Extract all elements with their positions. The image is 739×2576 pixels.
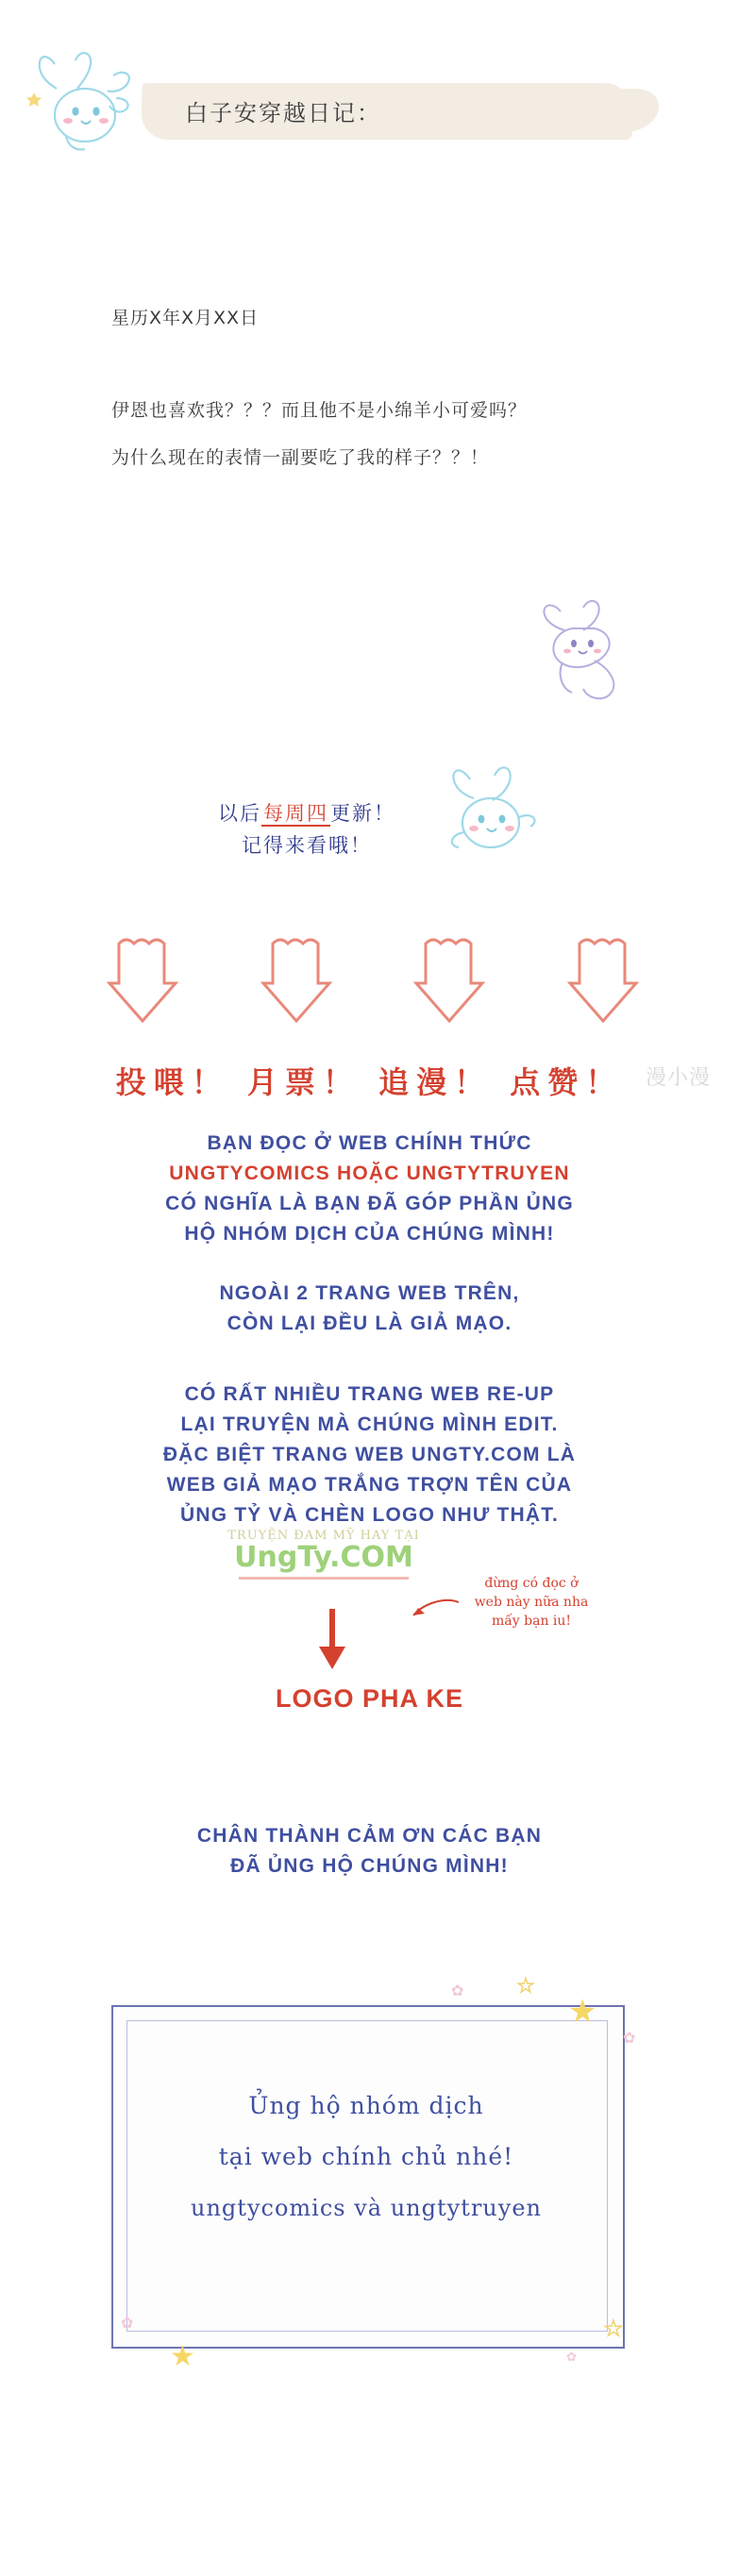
- down-arrow-icon: [412, 934, 486, 1029]
- thanks-line-2: ĐÃ ỦNG HỘ CHÚNG MÌNH!: [230, 1855, 509, 1877]
- notice-line: ĐẶC BIỆT TRANG WEB UNGTY.COM LÀ: [162, 1444, 577, 1465]
- handwritten-update-note: [160, 797, 453, 861]
- warning-line-3: mấy bạn iu!: [491, 1614, 572, 1629]
- note-prefix: 以后: [218, 802, 261, 825]
- down-arrow-icon: [106, 934, 179, 1029]
- slogan-text: 投喂！ 月票！ 追漫！ 点赞！: [115, 1064, 624, 1100]
- notice-line: ỦNG TỶ VÀ CHÈN LOGO NHƯ THẬT.: [179, 1504, 560, 1526]
- down-arrow-icon: [260, 934, 333, 1029]
- fake-logo-wordmark: UngTy.COM: [234, 1541, 413, 1574]
- support-message: [111, 2081, 621, 2233]
- flower-icon: ✿: [566, 2350, 577, 2364]
- notice-line: CÓ NGHĨA LÀ BẠN ĐÃ GÓP PHẦN ỦNG: [165, 1193, 574, 1214]
- thanks-line-1: CHÂN THÀNH CẢM ƠN CÁC BẠN: [196, 1825, 543, 1847]
- notice-line: LẠI TRUYỆN MÀ CHÚNG MÌNH EDIT.: [180, 1413, 559, 1435]
- notice-line: CÓ RẤT NHIỀU TRANG WEB RE-UP: [184, 1383, 555, 1405]
- ghost-mascot-icon: [529, 594, 651, 708]
- diary-date: 星历X年X月XX日: [111, 308, 260, 328]
- star-icon: ★: [604, 2317, 623, 2340]
- red-down-arrow-icon: [313, 1609, 351, 1675]
- notice-paragraph-1: [0, 1129, 739, 1249]
- notice-line: BẠN ĐỌC Ở WEB CHÍNH THỨC: [207, 1132, 532, 1154]
- thanks-block: [0, 1821, 739, 1882]
- rabbit-mascot-icon: [26, 47, 149, 156]
- fake-logo-label: LOGO PHA KE: [275, 1684, 463, 1713]
- notice-paragraph-2: [0, 1279, 739, 1339]
- notice-line: HỘ NHÓM DỊCH CỦA CHÚNG MÌNH!: [184, 1223, 555, 1245]
- note-suffix: 更新！: [330, 802, 395, 825]
- notice-line: CÒN LẠI ĐỀU LÀ GIẢ MẠO.: [227, 1313, 512, 1334]
- notice-line: WEB GIẢ MẠO TRẮNG TRỢN TÊN CỦA: [166, 1474, 573, 1496]
- support-line-3: ungtycomics và ungtytruyen: [191, 2195, 542, 2221]
- watermark-text: 漫小漫: [645, 1066, 711, 1090]
- support-line-1: Ủng hộ nhóm dịch: [248, 2092, 484, 2119]
- diary-line-1: 伊恩也喜欢我？？？而且他不是小绵羊小可爱吗？: [111, 400, 528, 421]
- star-icon: ★: [568, 1994, 597, 2030]
- note-highlight: 每周四: [263, 802, 328, 825]
- flower-icon: ✿: [121, 2316, 134, 2332]
- star-icon: ★: [517, 1976, 534, 1997]
- rabbit-mascot-secondary-icon: [436, 755, 559, 868]
- note-line-2: 记得来看哦！: [242, 834, 372, 857]
- fake-logo-underline: [239, 1577, 409, 1580]
- flower-icon: ✿: [451, 1983, 464, 1999]
- warning-line-2: web này nữa nha: [474, 1595, 589, 1610]
- notice-line: UNGTYCOMICS HOẶC UNGTYTRUYEN: [169, 1163, 570, 1184]
- flower-icon: ✿: [623, 2031, 636, 2047]
- fake-logo-tagline: TRUYỆN ĐAM MỸ HAY TẠI: [227, 1529, 420, 1543]
- fake-web-warning: [442, 1574, 621, 1631]
- diary-line-2: 为什么现在的表情一副要吃了我的样子？？！: [111, 447, 490, 468]
- warning-line-1: đừng có đọc ở: [484, 1576, 579, 1591]
- support-line-2: tại web chính chủ nhé!: [218, 2143, 514, 2170]
- star-icon: ★: [170, 2341, 195, 2372]
- notice-paragraph-3: [0, 1380, 739, 1531]
- fake-logo-block: [225, 1529, 423, 1580]
- page-title: 白子安穿越日记：: [185, 100, 381, 126]
- arrow-row: [66, 934, 680, 1038]
- notice-line: NGOÀI 2 TRANG WEB TRÊN,: [219, 1282, 520, 1304]
- down-arrow-icon: [566, 934, 640, 1029]
